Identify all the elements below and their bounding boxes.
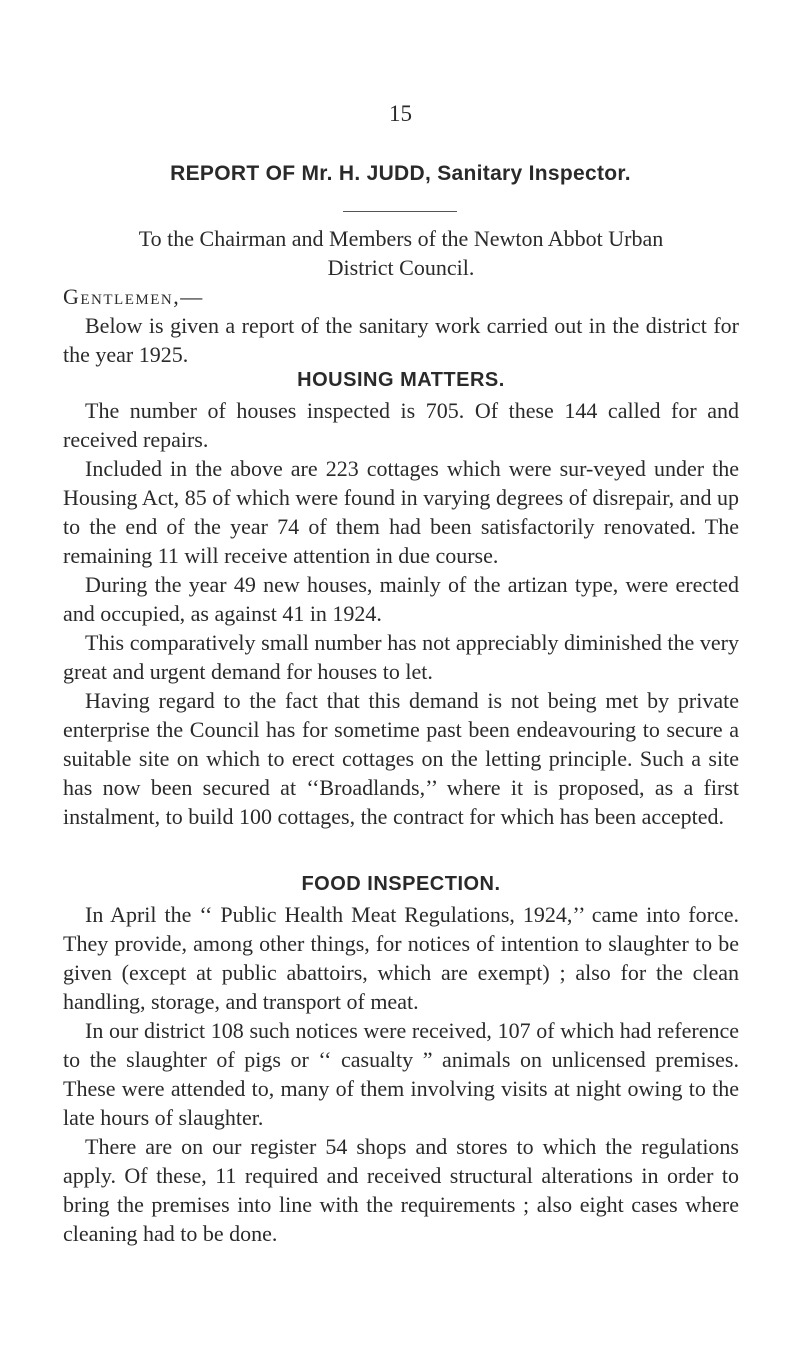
paragraph: This comparatively small number has not appreciably diminished the very great and urgent demand for houses to let. — [63, 630, 739, 684]
paragraph: In our district 108 such notices were received, 107 of which had reference to the slaughter of pigs or ‘‘ casualty ” animals on unlicensed premises. These were attended to, many of them involving visits at night owing to the late hours of slaughter. — [63, 1018, 739, 1130]
paragraph: The number of houses inspected is 705. Of these 144 called for and received repairs. — [63, 398, 739, 452]
address-block — [63, 224, 739, 369]
page-number: 15 — [389, 101, 412, 126]
section-heading: HOUSING MATTERS. — [297, 369, 505, 391]
report-title: REPORT OF Mr. H. JUDD, Sanitary Inspector. — [170, 162, 631, 185]
paragraph: Having regard to the fact that this demand is not being met by private enterprise the Council has for sometime past been endeavouring to secure a suitable site on which to erect cottages on the letting principle. Such a site has now been secured at ‘‘Broadlands,’’ where it is proposed, as a first instalment, to build 100 cottages, the contract for which has been accepted. — [63, 688, 739, 829]
salutation: Gentlemen,— — [63, 284, 204, 309]
section-heading: FOOD INSPECTION. — [301, 873, 501, 895]
section-food — [63, 870, 739, 1248]
address-line: To the Chairman and Members of the Newton Abbot Urban — [138, 226, 664, 251]
paragraph: There are on our register 54 shops and stores to which the regulations apply. Of these, 11 required and received structural alterations in order to bring the premises into line with the requirements ; also eight cases where cleaning had to be done. — [63, 1134, 739, 1246]
section-housing — [63, 366, 739, 831]
paragraph: In April the ‘‘ Public Health Meat Regulations, 1924,’’ came into force. They provide, among other things, for notices of intention to slaughter to be given (except at public abattoirs, which are exempt) ; also for the clean handling, storage, and transport of meat. — [63, 902, 739, 1014]
title-divider — [343, 211, 457, 212]
intro-paragraph: Below is given a report of the sanitary work carried out in the district for the year 1925. — [63, 313, 739, 367]
paragraph: During the year 49 new houses, mainly of the artizan type, were erected and occupied, as against 41 in 1924. — [63, 572, 739, 626]
paragraph: Included in the above are 223 cottages which were sur-veyed under the Housing Act, 85 of which were found in varying degrees of disrepair, and up to the end of the year 74 of them had been satisfactorily renovated. The remaining 11 will receive attention in due course. — [63, 456, 739, 568]
address-line: District Council. — [327, 255, 475, 280]
